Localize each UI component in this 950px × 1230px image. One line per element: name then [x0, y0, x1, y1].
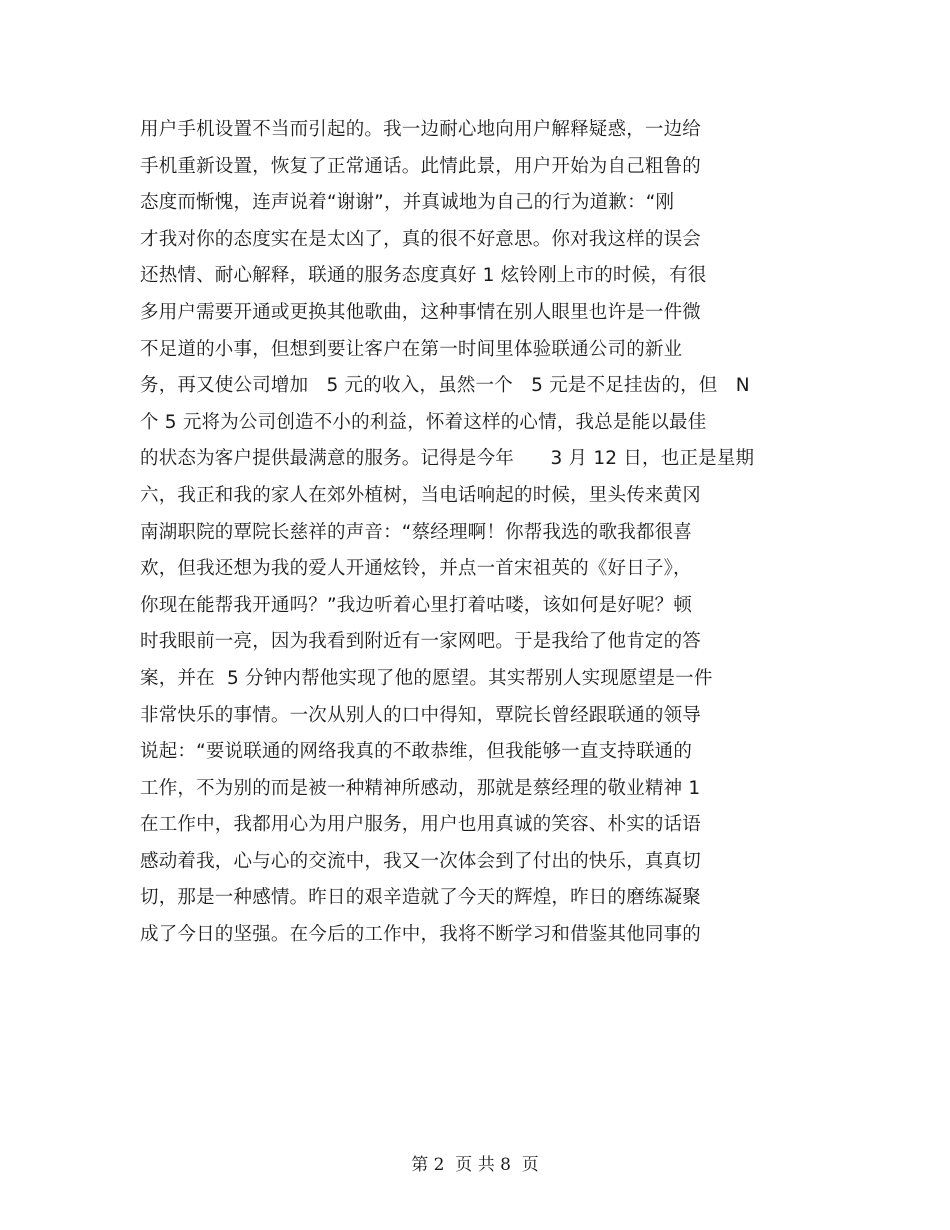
text-line: 务，再又使公司增加 5 元的收入，虽然一个 5 元是不足挂齿的，但 N	[140, 375, 750, 397]
text-line: 的状态为客户提供最满意的服务。记得是今年 3 月 12 日，也正是星期	[140, 448, 755, 470]
text-line: 说起：“要说联通的网络我真的不敢恭维，但我能够一直支持联通的	[140, 741, 693, 763]
text-line: 南湖职院的覃院长慈祥的声音：“蔡经理啊！你帮我选的歌我都很喜	[140, 521, 693, 543]
text-line: 才我对你的态度实在是太凶了，真的很不好意思。你对我这样的误会	[140, 228, 702, 250]
text-line: 非常快乐的事情。一次从别人的口中得知，覃院长曾经跟联通的领导	[140, 704, 702, 726]
text-line: 欢，但我还想为我的爱人开通炫铃，并点一首宋祖英的《好日子》，	[140, 558, 692, 580]
text-line: 在工作中，我都用心为用户服务，用户也用真诚的笑容、朴实的话语	[140, 814, 702, 836]
text-line: 切，那是一种感情。昨日的艰辛造就了今天的辉煌，昨日的磨练凝聚	[140, 887, 702, 909]
body-text	[140, 112, 820, 954]
text-line: 用户手机设置不当而引起的。我一边耐心地向用户解释疑惑，一边给	[140, 119, 702, 140]
text-line: 还热情、耐心解释，联通的服务态度真好 1 炫铃刚上市的时候，有很	[140, 265, 707, 287]
text-line: 不足道的小事，但想到要让客户在第一时间里体验联通公司的新业	[140, 338, 683, 360]
text-line: 个 5 元将为公司创造不小的利益，怀着这样的心情，我总是能以最佳	[140, 411, 707, 433]
text-line: 感动着我，心与心的交流中，我又一次体会到了付出的快乐，真真切	[140, 850, 702, 872]
text-line: 你现在能帮我开通吗？”我边听着心里打着咕喽，该如何是好呢？顿	[140, 594, 693, 616]
text-line: 时我眼前一亮，因为我看到附近有一家网吧。于是我给了他肯定的答	[140, 631, 702, 653]
text-line: 多用户需要开通或更换其他歌曲，这种事情在别人眼里也许是一件微	[140, 301, 702, 323]
text-line: 案，并在 5 分钟内帮他实现了他的愿望。其实帮别人实现愿望是一件	[140, 667, 713, 689]
page-number-footer: 第 2 页 共 8 页	[411, 1155, 539, 1175]
text-line: 成了今日的坚强。在今后的工作中，我将不断学习和借鉴其他同事的	[140, 924, 702, 946]
text-line: 态度而惭愧，连声说着“谢谢”，并真诚地为自己的行为道歉：“刚	[140, 192, 675, 214]
text-line: 手机重新设置，恢复了正常通话。此情此景，用户开始为自己粗鲁的	[140, 155, 702, 177]
text-line: 工作，不为别的而是被一种精神所感动，那就是蔡经理的敬业精神 1	[140, 777, 701, 799]
text-line: 六，我正和我的家人在郊外植树，当电话响起的时候，里头传来黄冈	[140, 484, 702, 506]
